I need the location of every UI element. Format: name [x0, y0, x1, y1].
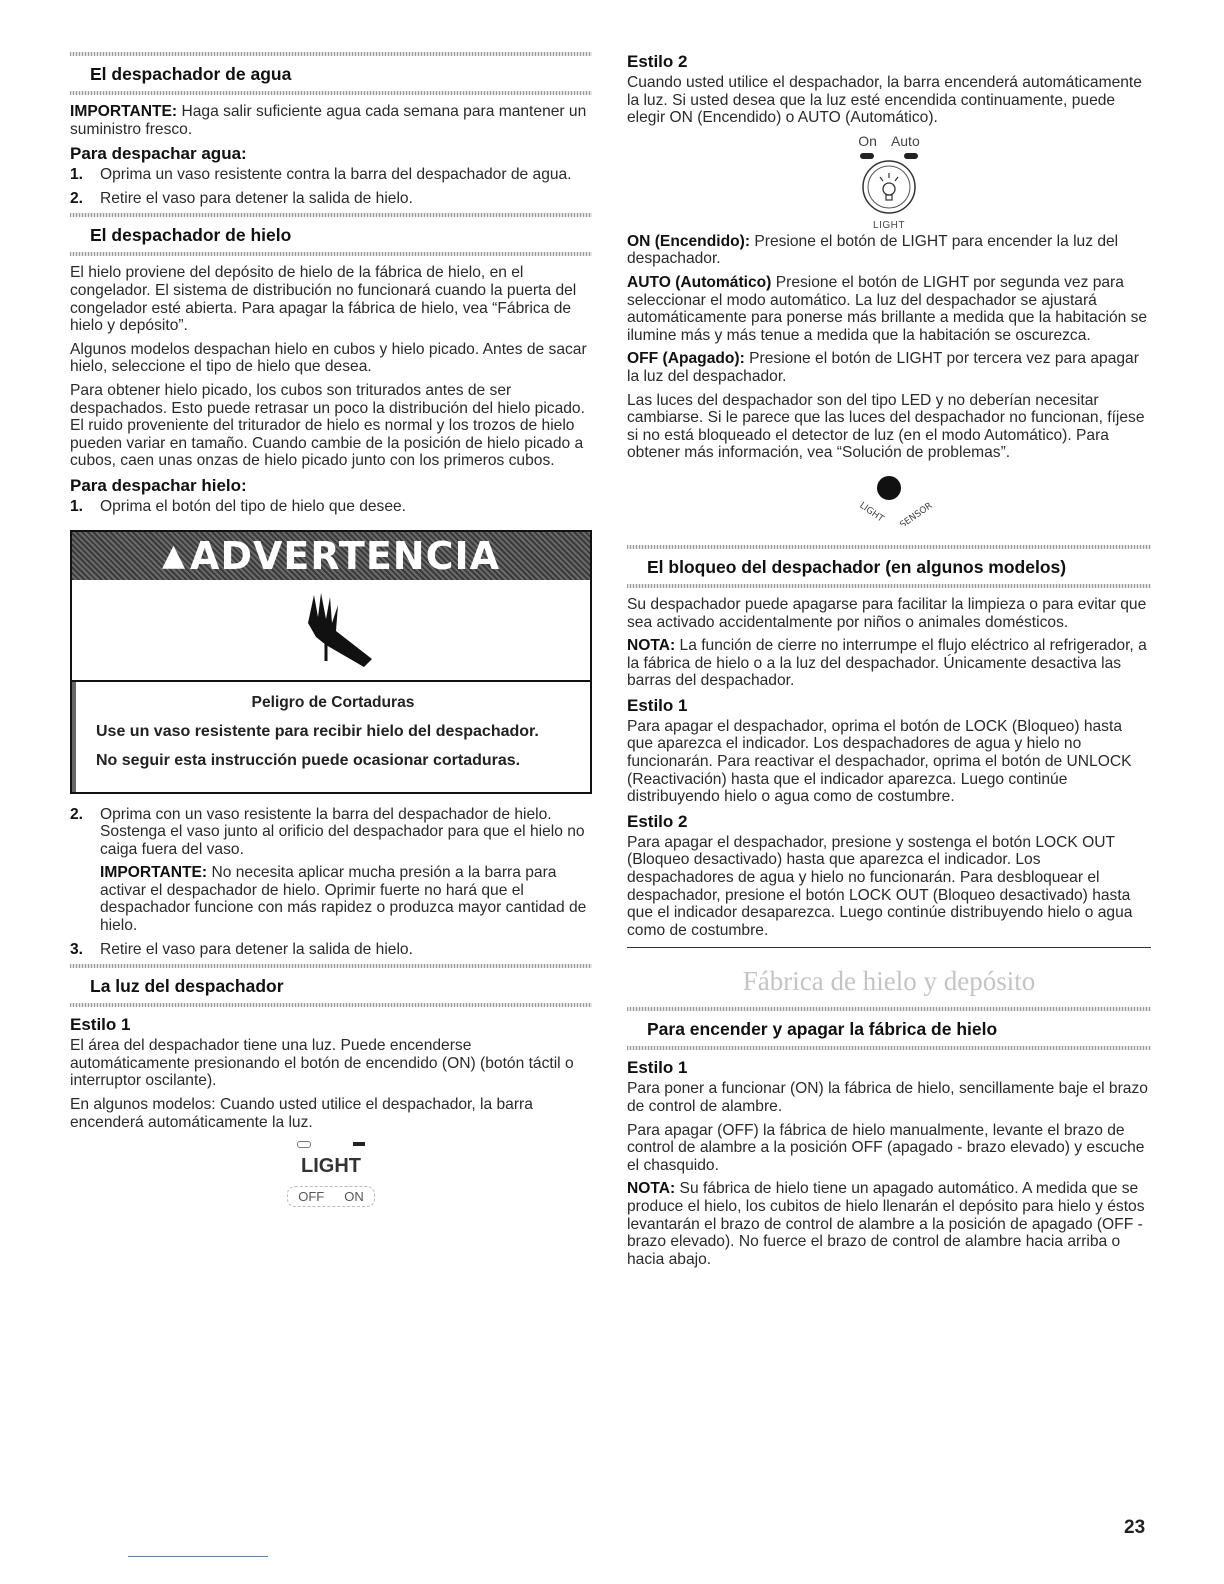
warning-body: [72, 682, 590, 792]
icemaker-paragraph-2: Para apagar (OFF) la fábrica de hielo manualmente, levante el brazo de control de alambre a la posición OFF (apagado - brazo elevado) y escuche el chasquido.: [627, 1121, 1145, 1174]
on-description: ON (Encendido): Presione el botón de LIGHT para encender la luz del despachador.: [627, 232, 1119, 268]
lock-style2-subheading: Estilo 2: [627, 811, 688, 831]
light-button-label: LIGHT: [873, 219, 905, 231]
warning-hazard-title: Peligro de Cortaduras: [251, 693, 415, 711]
dispenser-lock-heading: El bloqueo del despachador (en algunos modelos): [627, 545, 1151, 588]
lock-paragraph-1: Su despachador puede apagarse para facilitar la limpieza o para evitar que sea activado accidentalmente por niños o animales domésticos.: [627, 595, 1147, 631]
light-style2-subheading: Estilo 2: [627, 52, 688, 71]
light-rocker-switch: [287, 1186, 375, 1207]
icemaker-note: NOTA: Su fábrica de hielo tiene un apagado automático. A medida que se produce el hielo, los cubitos de hielo llenarán el depósito para hielo y éstos levantarán el brazo de control de alambre a la posición de apagado (OFF - brazo elevado). No fuerce el brazo de control de alambre hacia arriba o hacia abajo.: [627, 1180, 1145, 1268]
lock-style2-paragraph: Para apagar el despachador, presione y sostenga el botón LOCK OUT (Bloqueo desactivado) hasta que aparezca el indicador. Los despachadores de agua y hielo no funcionarán. Para desbloquear el despachador, presione el botón LOCK OUT (Bloqueo desactivado) hasta que el indicador desaparezca. Luego continúe distribuyendo hielo o agua como de costumbre.: [627, 833, 1133, 939]
switch-on-label: ON: [344, 1189, 364, 1205]
water-dispense-subheading: Para despachar agua:: [70, 144, 247, 164]
icemaker-section-title: Fábrica de hielo y depósito: [742, 966, 1036, 997]
light-paragraph-1: El área del despachador tiene una luz. Puede encenderse automáticamente presionando el botón de encendido (ON) (botón táctil o interruptor oscilante).: [70, 1037, 574, 1090]
warning-triangle-icon: ▲: [161, 538, 187, 573]
sensor-right-label: SENSOR: [898, 500, 935, 526]
ice-paragraph-2: Algunos modelos despachan hielo en cubos y hielo picado. Antes de sacar hielo, seleccione el tipo de hielo que desea.: [70, 340, 587, 376]
light-button-diagram: [627, 133, 1151, 231]
light-bulb-button-icon: [859, 159, 919, 215]
lock-note: NOTA: La función de cierre no interrumpe el flujo eléctrico al refrigerador, a la fábrica de hielo o a la luz del despachador. Únicamente desactiva las barras del despachador.: [627, 637, 1147, 690]
icemaker-onoff-heading: Para encender y apagar la fábrica de hielo: [627, 1007, 1151, 1050]
switch-off-label: OFF: [298, 1189, 325, 1205]
water-steps: [70, 166, 592, 207]
auto-label: Auto: [890, 132, 920, 149]
on-label: On: [858, 132, 877, 149]
icemaker-style1-subheading: Estilo 1: [627, 1058, 688, 1078]
light-panel-label: LIGHT: [301, 1155, 361, 1178]
water-important-note: IMPORTANTE: Haga salir suficiente agua cada semana para mantener un suministro fresco.: [70, 103, 587, 138]
ice-steps-b: [70, 806, 592, 959]
on-indicator-icon: [353, 1142, 365, 1146]
left-column: [70, 52, 592, 1207]
water-dispenser-heading: El despachador de agua: [70, 52, 592, 95]
icemaker-paragraph-1: Para poner a funcionar (ON) la fábrica de hielo, sencillamente baje el brazo de control de alambre.: [627, 1080, 1148, 1115]
list-item: 1. Oprima el botón del tipo de hielo que desee.: [70, 497, 407, 515]
led-paragraph: Las luces del despachador son del tipo LED y no deberían necesitar cambiarse. Si le parece que las luces del despachador no funcionan, fíjese si no está bloqueado el detector de luz (en el modo Automático). Para obtener más información, vea “Solución de problemas”.: [627, 391, 1145, 462]
ice-paragraph-3: Para obtener hielo picado, los cubos son triturados antes de ser despachados. Esto puede retrasar un poco la distribución del hielo picado. El ruido proveniente del triturador de hielo es normal y los trozos de hielo pueden variar en tamaño. Cuando cambie de la posición de hielo picado a cubos, caen unas onzas de hielo picado junto con los primeros cubos.: [70, 381, 585, 470]
list-item: 1. Oprima un vaso resistente contra la barra del despachador de agua.: [70, 166, 572, 184]
warning-box: [70, 530, 592, 794]
ice-steps-a: [70, 498, 592, 516]
style2-paragraph: Cuando usted utilice el despachador, la barra encenderá automáticamente la luz. Si usted desea que la luz esté encendida continuamente, puede elegir ON (Encendido) o AUTO (Automático).: [627, 74, 1142, 127]
page-number: 23: [1124, 1517, 1146, 1538]
divider: [627, 947, 1151, 948]
right-column: [627, 52, 1151, 1274]
off-description: OFF (Apagado): Presione el botón de LIGHT por tercera vez para apagar la luz del despachador.: [627, 350, 1139, 385]
auto-description: AUTO (Automático) Presione el botón de LIGHT por segunda vez para seleccionar el modo automático. La luz del despachador se ajustará automáticamente para ponerse más brillante a medida que la habitación se ilumine más y más tenue a medida que la habitación se oscurezca.: [627, 273, 1148, 344]
warning-line-2: No seguir esta instrucción puede ocasionar cortaduras.: [96, 751, 521, 769]
light-paragraph-2: En algunos modelos: Cuando usted utilice el despachador, la barra encenderá automáticamente la luz.: [70, 1096, 533, 1131]
light-switch-diagram: [70, 1137, 592, 1207]
list-item: 3. Retire el vaso para detener la salida de hielo.: [70, 940, 413, 958]
footer-rule: [128, 1556, 268, 1557]
list-item: 2. Oprima con un vaso resistente la barra del despachador de hielo. Sostenga el vaso junto al orificio del despachador para que el hielo no caiga fuera del vaso. IMPORTANTE: No necesita aplicar mucha presión a la barra para activar el despachador de hielo. Oprimir fuerte no hará que el despachador funcione con más rapidez o produzca mayor cantidad de hielo.: [70, 806, 592, 935]
ice-important-note: IMPORTANTE: No necesita aplicar mucha presión a la barra para activar el despachador de hielo. Oprimir fuerte no hará que el despachador funcione con más rapidez o produzca mayor cantidad de hielo.: [100, 864, 587, 935]
lock-style1-subheading: Estilo 1: [627, 695, 688, 715]
warning-header: ▲ ADVERTENCIA: [72, 532, 590, 580]
list-item: 2. Retire el vaso para detener la salida de hielo.: [70, 189, 413, 207]
dispenser-light-heading: La luz del despachador: [70, 964, 592, 1007]
light-style1-subheading: Estilo 1: [70, 1015, 131, 1035]
sensor-left-label: LIGHT: [857, 500, 886, 525]
off-indicator-icon: [297, 1141, 311, 1148]
light-sensor-diagram: [627, 470, 1151, 531]
ice-dispense-subheading: Para despachar hielo:: [70, 475, 247, 495]
warning-line-1: Use un vaso resistente para recibir hielo del despachador.: [96, 722, 539, 740]
ice-dispenser-heading: El despachador de hielo: [70, 213, 592, 256]
cut-hazard-hand-icon: [72, 580, 590, 682]
light-sensor-icon: [834, 470, 944, 526]
ice-paragraph-1: El hielo proviene del depósito de hielo de la fábrica de hielo, en el congelador. El sistema de distribución no funcionará cuando la puerta del congelador esté abierta. Para apagar la fábrica de hielo, vea “Fábrica de hielo y depósito”.: [70, 264, 577, 335]
lock-style1-paragraph: Para apagar el despachador, oprima el botón de LOCK (Bloqueo) hasta que aparezca el indicador. Los despachadores de agua y hielo no funcionarán. Para reactivar el despachador, oprima el botón de UNLOCK (Reactivación) hasta que el indicador aparezca. Luego continúe distribuyendo hielo o agua como de costumbre.: [627, 717, 1132, 806]
